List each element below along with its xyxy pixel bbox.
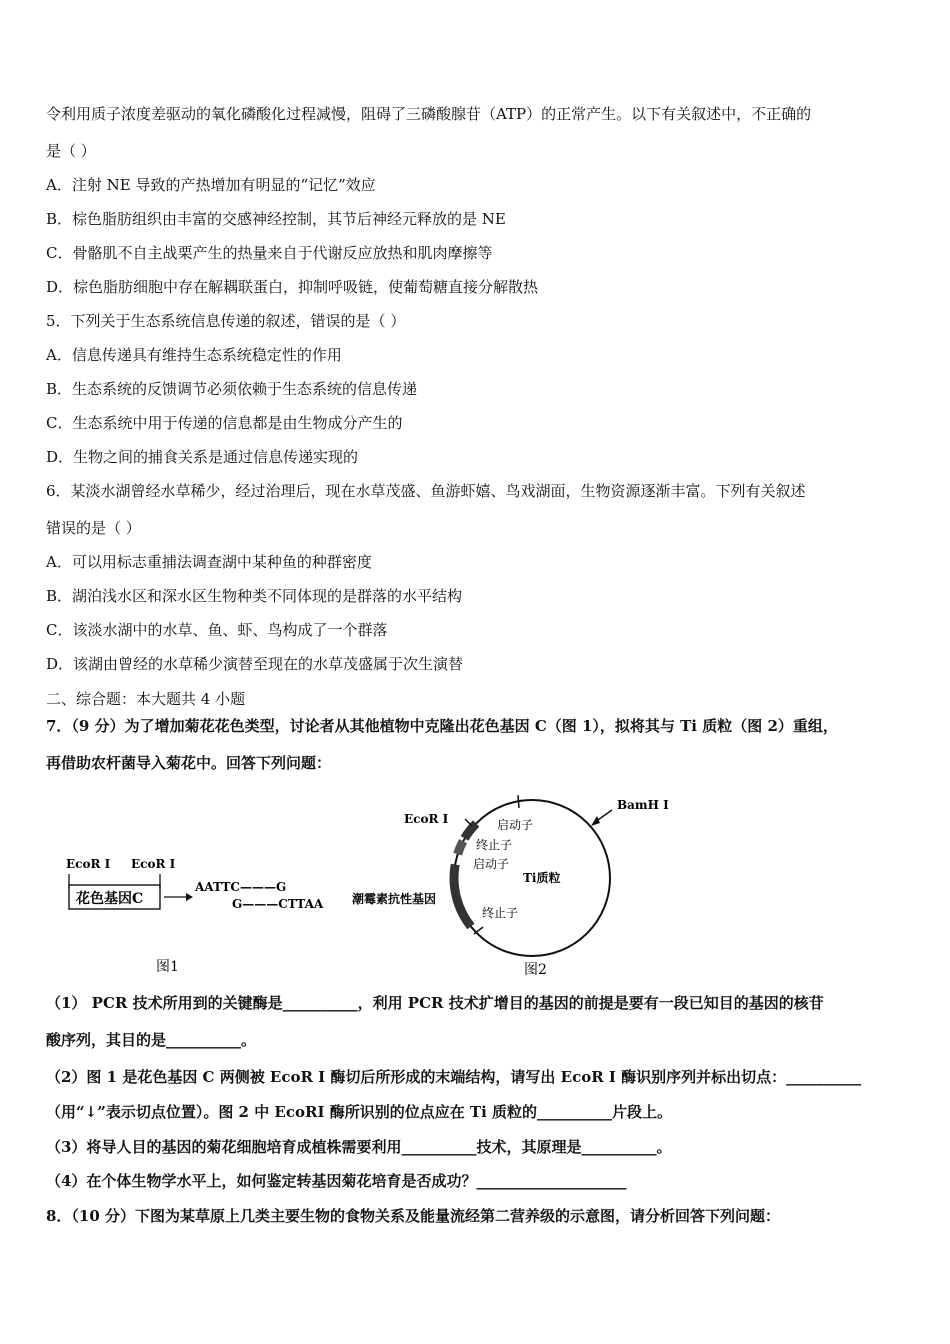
- text-line: C．骨骼肌不自主战栗产生的热量来自于代谢反应放热和肌肉摩擦等: [46, 244, 493, 262]
- text-line: （2）图 1 是花色基因 C 两侧被 EcoR I 酶切后所形成的末端结构，请写出 EcoR I 酶识别序列并标出切点：__________: [46, 1068, 862, 1086]
- text-line: C．生态系统中用于传递的信息都是由生物成分产生的: [46, 414, 403, 432]
- fig2-gene-segment-hyg: [454, 865, 471, 927]
- fig2-terminator1-label: 终止子: [476, 838, 513, 852]
- text-line: C．该淡水湖中的水草、鱼、虾、鸟构成了一个群落: [46, 621, 388, 639]
- text-line: B．湖泊浅水区和深水区生物种类不同体现的是群落的水平结构: [46, 587, 463, 605]
- fig2-plasmid-ring: [454, 800, 610, 956]
- text-line: （4）在个体生物学水平上，如何鉴定转基因菊花培育是否成功？____________________: [46, 1172, 627, 1190]
- fig2-gene-segment-promoter1: [465, 824, 477, 839]
- fig1-ecor1-left-label: EcoR Ⅰ: [66, 857, 111, 871]
- text-line: （1） PCR 技术所用到的关键酶是__________，利用 PCR 技术扩增目的基因的前提是要有一段已知目的基因的核苷: [46, 994, 824, 1012]
- fig1-ecor1-right-label: EcoR Ⅰ: [131, 857, 176, 871]
- text-line: 再借助农杆菌导入菊花中。回答下列问题：: [46, 754, 332, 772]
- text-line: 6．某淡水湖曾经水草稀少，经过治理后，现在水草茂盛、鱼游虾嬉、鸟戏湖面，生物资源逐渐丰富。下列有关叙述: [46, 482, 806, 500]
- fig2-bamh1-pointer: [595, 810, 612, 822]
- text-line: 是（ ）: [46, 142, 96, 160]
- fig1-caption: 图1: [156, 959, 179, 975]
- fig2-gene-segment-terminator1: [458, 841, 463, 854]
- text-line: A．可以用标志重捕法调查湖中某种鱼的种群密度: [46, 553, 372, 571]
- fig2-promoter2-label: 启动子: [473, 857, 510, 871]
- text-line: （用“↓”表示切点位置）。图 2 中 EcoRI 酶所识别的位点应在 Ti 质粒的__________片段上。: [46, 1103, 673, 1121]
- text-line: 7．（9 分）为了增加菊花花色类型，讨论者从其他植物中克隆出花色基因 C（图 1），拟将其与 Ti 质粒（图 2）重组，: [46, 717, 838, 735]
- fig2-bamh1-label: BamH Ⅰ: [617, 798, 669, 812]
- fig2-tick-top: [518, 795, 519, 808]
- fig2-caption: 图2: [524, 962, 547, 978]
- text-line: （3）将导人目的基因的菊花细胞培育成植株需要利用__________技术，其原理是__________。: [46, 1138, 672, 1156]
- fig2-hyg-label: 潮霉素抗性基因: [352, 892, 437, 906]
- fig1-seq-top: AATTC———G: [195, 880, 287, 894]
- text-line: 酸序列，其目的是__________。: [46, 1031, 257, 1049]
- fig2-plasmid-label: Ti质粒: [523, 871, 561, 885]
- text-line: 二、综合题：本大题共 4 小题: [46, 690, 246, 708]
- text-line: 8．（10 分）下图为某草原上几类主要生物的食物关系及能量流经第二营养级的示意图，请分析回答下列问题：: [46, 1207, 781, 1225]
- fig1-arrow-head: [186, 893, 193, 901]
- figure-1: [66, 857, 324, 975]
- text-line: A．信息传递具有维持生态系统稳定性的作用: [46, 346, 342, 364]
- fig2-terminator2-label: 终止子: [482, 906, 519, 920]
- text-line: D．该湖由曾经的水草稀少演替至现在的水草茂盛属于次生演替: [46, 655, 464, 673]
- fig2-tick-ecor: [465, 819, 472, 826]
- text-line: 令利用质子浓度差驱动的氧化磷酸化过程减慢，阻碍了三磷酸腺苷（ATP）的正常产生。以下有关叙述中，不正确的: [46, 105, 812, 123]
- text-line: 错误的是（ ）: [46, 519, 141, 537]
- text-line: B．生态系统的反馈调节必须依赖于生态系统的信息传递: [46, 380, 418, 398]
- fig2-bamh1-arrow-head: [591, 816, 600, 826]
- fig2-ecor1-label: EcoR Ⅰ: [404, 812, 449, 826]
- fig1-gene-box: [69, 885, 160, 909]
- text-line: D．棕色脂肪细胞中存在解耦联蛋白，抑制呼吸链，使葡萄糖直接分解散热: [46, 278, 539, 296]
- text-line: B．棕色脂肪组织由丰富的交感神经控制，其节后神经元释放的是 NE: [46, 210, 506, 228]
- text-line: A．注射 NE 导致的产热增加有明显的“记忆”效应: [46, 176, 376, 194]
- fig2-tick-bottom: [474, 927, 483, 934]
- fig1-seq-bottom: G———CTTAA: [232, 897, 324, 911]
- fig2-promoter1-label: 启动子: [497, 818, 534, 832]
- fig1-gene-label: 花色基因C: [76, 891, 144, 907]
- figure-2: [352, 795, 669, 978]
- text-line: D．生物之间的捕食关系是通过信息传递实现的: [46, 448, 359, 466]
- text-line: 5．下列关于生态系统信息传递的叙述，错误的是（ ）: [46, 312, 406, 330]
